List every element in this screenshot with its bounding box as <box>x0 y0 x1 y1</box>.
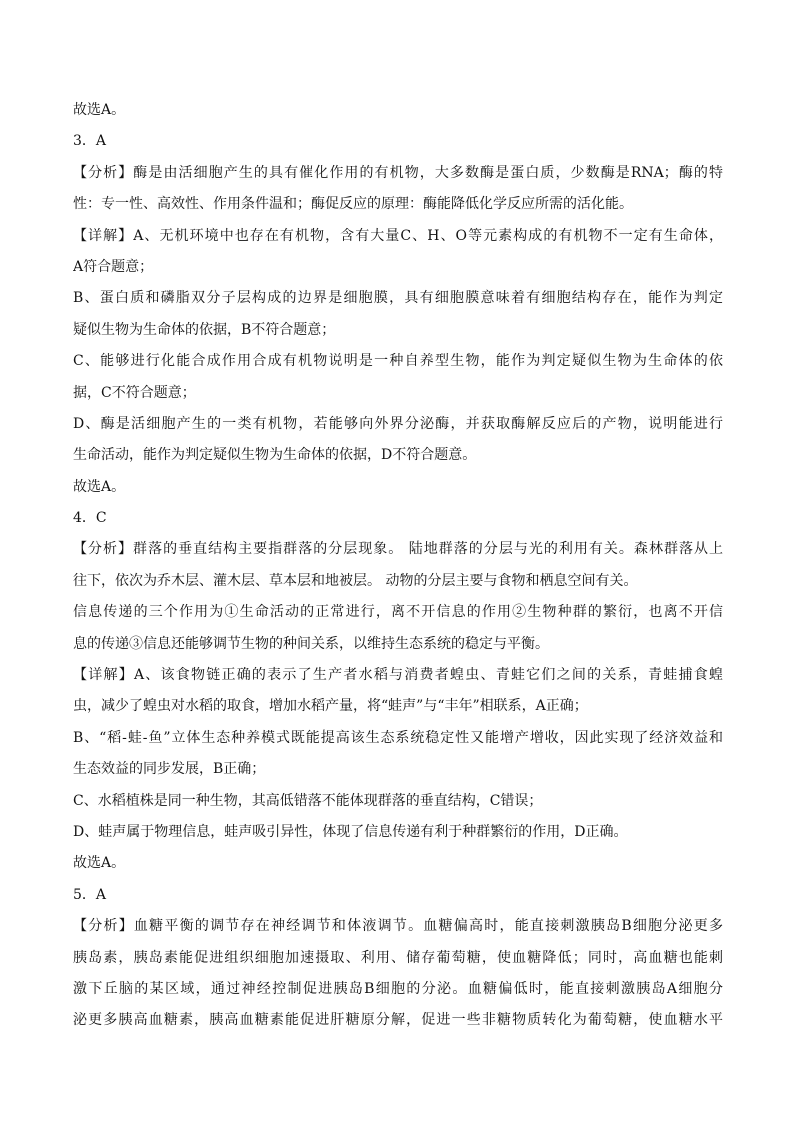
text-line: 生命活动，能作为判定疑似生物为生命体的依据，D不符合题意。 <box>73 447 477 464</box>
answer-explanation-text <box>73 95 723 1037</box>
text-line: 性：专一性、高效性、作用条件温和；酶促反应的原理：酶能降低化学反应所需的活化能。 <box>73 196 633 213</box>
text-line: A符合题意； <box>73 258 154 275</box>
text-line: 【分析】血糖平衡的调节存在神经调节和体液调节。血糖偏高时，能直接刺激胰岛B细胞分泌更多 <box>73 918 723 935</box>
text-line: 激下丘脑的某区域，通过神经控制促进胰岛B细胞的分泌。血糖偏低时，能直接刺激胰岛A细胞分 <box>73 980 723 997</box>
text-line: C、能够进行化能合成作用合成有机物说明是一种自养型生物，能作为判定疑似生物为生命体的依 <box>73 353 723 370</box>
text-line: 息的传递③信息还能够调节生物的种间关系，以维持生态系统的稳定与平衡。 <box>73 635 549 652</box>
text-line: 往下，依次为乔木层、灌木层、草本层和地被层。 动物的分层主要与食物和栖息空间有关。 <box>73 572 638 589</box>
text-line: C、水稻植株是同一种生物，其高低错落不能体现群落的垂直结构，C错误； <box>73 792 543 809</box>
text-line: 据，C不符合题意； <box>73 384 196 401</box>
text-line: D、蛙声属于物理信息，蛙声吸引异性，体现了信息传递有利于种群繁衍的作用，D正确。 <box>73 823 628 840</box>
text-line: 泌更多胰高血糖素，胰高血糖素能促进肝糖原分解，促进一些非糖物质转化为葡萄糖，使血糖水平 <box>73 1012 723 1029</box>
text-line: 故选A。 <box>73 478 126 495</box>
text-line: 胰岛素，胰岛素能促进组织细胞加速摄取、利用、储存葡萄糖，使血糖降低；同时，高血糖也能刺 <box>73 949 723 966</box>
question-number: 4．C <box>73 510 107 527</box>
text-line: 疑似生物为生命体的依据，B不符合题意； <box>73 321 336 338</box>
text-line: 信息传递的三个作用为①生命活动的正常进行，离不开信息的作用②生物种群的繁衍，也离不开信 <box>73 604 723 621</box>
text-line: D、酶是活细胞产生的一类有机物，若能够向外界分泌酶，并获取酶解反应后的产物，说明能进行 <box>73 415 723 432</box>
text-line: 【详解】A、该食物链正确的表示了生产者水稻与消费者蝗虫、青蛙它们之间的关系，青蛙捕食蝗 <box>73 667 723 684</box>
text-line: B、“稻-蛙-鱼”立体生态种养模式既能提高该生态系统稳定性又能增产增收，因此实现了经济效益和 <box>73 729 723 746</box>
text-line: B、蛋白质和磷脂双分子层构成的边界是细胞膜，具有细胞膜意味着有细胞结构存在，能作为判定 <box>73 290 723 307</box>
text-line: 虫，减少了蝗虫对水稻的取食，增加水稻产量，将“蛙声”与“丰年”相联系，A正确； <box>73 698 588 715</box>
text-line: 故选A。 <box>73 855 126 872</box>
text-line: 生态效益的同步发展，B正确； <box>73 761 266 778</box>
text-line: 故选A。 <box>73 102 126 118</box>
text-line: 【分析】酶是由活细胞产生的具有催化作用的有机物，大多数酶是蛋白质，少数酶是RNA；酶的特 <box>73 164 723 181</box>
text-line: 【分析】群落的垂直结构主要指群落的分层现象。 陆地群落的分层与光的利用有关。森林群落从上 <box>73 541 723 558</box>
question-number: 3．A <box>73 133 107 150</box>
question-number: 5．A <box>73 886 107 903</box>
text-line: 【详解】A、无机环境中也存在有机物，含有大量C、H、O等元素构成的有机物不一定有生命体， <box>73 227 723 244</box>
